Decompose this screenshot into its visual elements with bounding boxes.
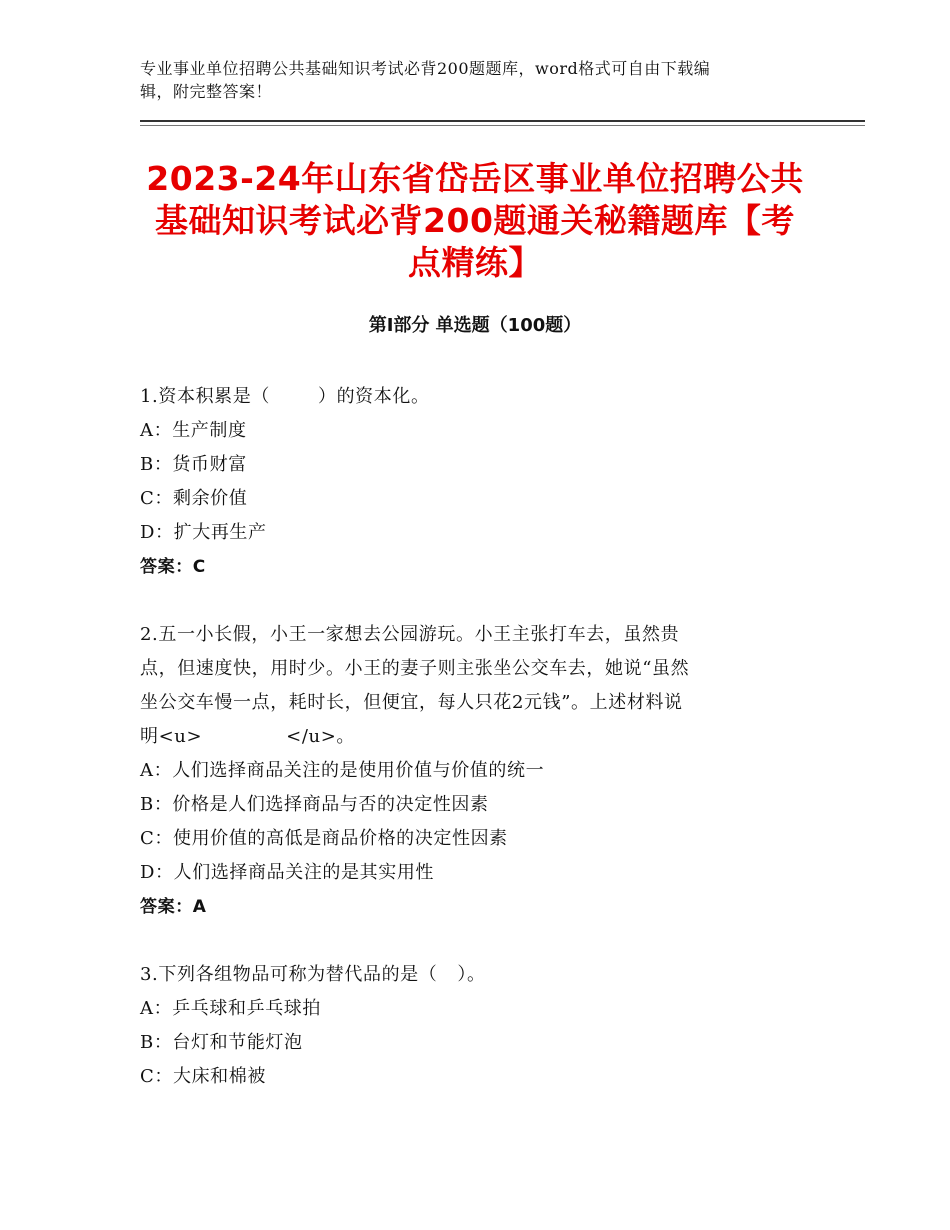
document-title-line: 基础知识考试必背200题通关秘籍题库【考: [155, 201, 795, 240]
question-stem-line: [140, 720, 800, 754]
question-stem-text: 1.资本积累是（: [140, 386, 270, 407]
header-note-line: 辑，附完整答案！: [140, 82, 273, 101]
option-a: A：生产制度: [140, 420, 247, 441]
question-stem-text: </u>。: [286, 726, 355, 747]
question-stem-text: ）。: [457, 964, 486, 985]
document-title-line: 点精练】: [408, 243, 542, 282]
question-stem: [140, 380, 800, 414]
option-b: B：货币财富: [140, 454, 247, 475]
option-d: D：人们选择商品关注的是其实用性: [140, 862, 435, 883]
document-title: [130, 158, 820, 284]
option-b: B：价格是人们选择商品与否的决定性因素: [140, 794, 489, 815]
option-a: A：人们选择商品关注的是使用价值与价值的统一: [140, 760, 545, 781]
question-stem-text: 明<u>: [140, 726, 203, 747]
question-stem: [140, 958, 800, 992]
question-stem-line: 点，但速度快，用时少。小王的妻子则主张坐公交车去，她说“虽然: [140, 658, 690, 679]
question-2: [140, 618, 800, 924]
question-list: [140, 380, 800, 1128]
answer-line: 答案：A: [140, 897, 207, 917]
option-c: C：使用价值的高低是商品价格的决定性因素: [140, 828, 508, 849]
option-c: C：大床和棉被: [140, 1066, 266, 1087]
question-stem-text: ）的资本化。: [317, 386, 430, 407]
header-note-line: 专业事业单位招聘公共基础知识考试必背200题题库，word格式可自由下载编: [140, 59, 711, 78]
document-title-line: 2023-24年山东省岱岳区事业单位招聘公共: [146, 159, 804, 198]
header-divider-thick: [140, 120, 865, 122]
option-c: C：剩余价值: [140, 488, 248, 509]
option-a: A：乒乓球和乒乓球拍: [140, 998, 321, 1019]
question-stem-line: 2.五一小长假，小王一家想去公园游玩。小王主张打车去，虽然贵: [140, 624, 680, 645]
question-3: [140, 958, 800, 1094]
question-1: [140, 380, 800, 584]
question-stem-text: 3.下列各组物品可称为替代品的是（: [140, 964, 438, 985]
option-b: B：台灯和节能灯泡: [140, 1032, 303, 1053]
option-d: D：扩大再生产: [140, 522, 267, 543]
section-title: 第Ⅰ部分 单选题（100题）: [368, 315, 582, 336]
answer-line: 答案：C: [140, 557, 206, 577]
header-divider-thin: [140, 125, 865, 126]
question-stem-line: 坐公交车慢一点，耗时长，但便宜，每人只花2元钱”。上述材料说: [140, 692, 683, 713]
header-note: [140, 57, 800, 103]
